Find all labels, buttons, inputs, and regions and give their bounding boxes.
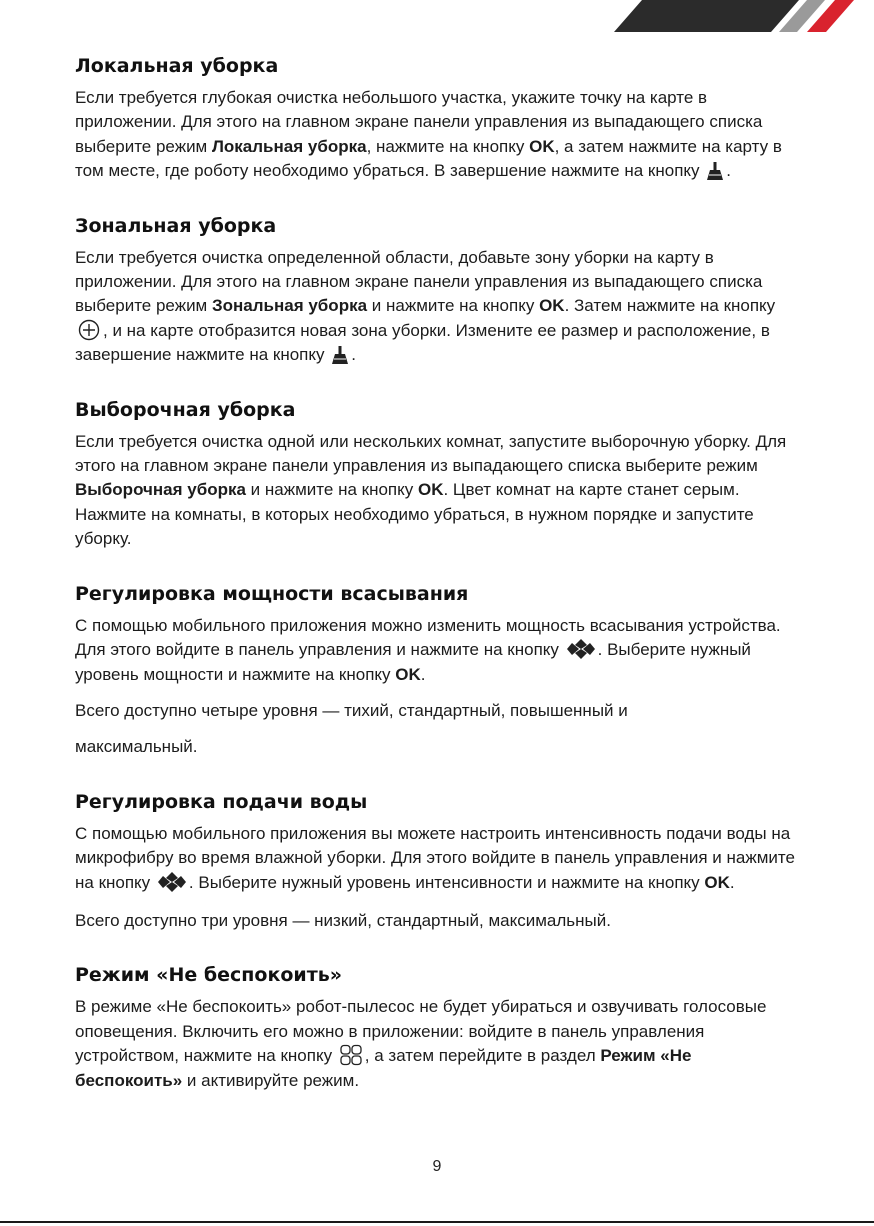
fan-icon <box>566 638 596 660</box>
grid-menu-icon <box>339 1044 363 1066</box>
page-number: 9 <box>432 1158 442 1175</box>
section-selective-cleaning <box>75 398 803 552</box>
header-stripes-decoration <box>574 0 874 32</box>
section-title: Локальная уборка <box>75 55 279 77</box>
plus-circle-icon <box>77 319 101 341</box>
bottom-divider <box>0 1221 874 1223</box>
section-text: Если требуется глубокая очистка небольшого участка, укажите точку на карте в приложении. Для этого на главном экране панели управления из выпадающего списка выберите режим Локальная уборка, нажмите на кнопку OK, а затем нажмите на карту в том месте, где роботу необходимо убраться. В завершение нажмите на кнопку . <box>75 88 782 181</box>
section-note: Всего доступно четыре уровня — тихий, стандартный, повышенный и <box>75 700 628 720</box>
section-title: Регулировка подачи воды <box>75 790 368 813</box>
page-content <box>75 54 803 1093</box>
section-text: В режиме «Не беспокоить» робот-пылесос не будет убираться и озвучивать голосовые оповещения. Включить его можно в приложении: войдите в панель управления устройством, нажмите на кнопку , а затем перейдите в раздел Режим «Не беспокоить» и активируйте режим. <box>75 997 767 1090</box>
broom-icon <box>706 161 724 181</box>
section-title: Зональная уборка <box>75 214 277 237</box>
section-note: Всего доступно три уровня — низкий, стандартный, максимальный. <box>75 910 611 930</box>
section-zone-cleaning <box>75 214 803 368</box>
section-text: Если требуется очистка одной или нескольких комнат, запустите выборочную уборку. Для этого на главном экране панели управления из выпадающего списка выберите режим Выборочная уборка и нажмите на кнопку OK. Цвет комнат на карте станет серым. Нажмите на комнаты, в которых необходимо убраться, в нужном порядке и запустите уборку. <box>75 431 787 549</box>
broom-icon <box>331 345 349 365</box>
section-text: Если требуется очистка определенной области, добавьте зону уборки на карту в приложении. Для этого на главном экране панели управления из выпадающего списка выберите режим Зональная уборка и нажмите на кнопку OK. Затем нажмите на кнопку , и на карте отобразится новая зона уборки. Измените ее размер и расположение, в завершение нажмите на кнопку . <box>75 247 776 365</box>
section-text: С помощью мобильного приложения можно изменить мощность всасывания устройства. Для этого войдите в панель управления и нажмите на кнопку . Выберите нужный уровень мощности и нажмите на кнопку OK. <box>75 615 781 684</box>
section-title: Режим «Не беспокоить» <box>75 964 343 987</box>
section-local-cleaning <box>75 54 803 184</box>
water-drops-icon <box>157 871 187 893</box>
section-title: Регулировка мощности всасывания <box>75 582 469 605</box>
section-text: С помощью мобильного приложения вы можете настроить интенсивность подачи воды на микрофибру во время влажной уборки. Для этого войдите в панель управления и нажмите на кнопку . Выберите нужный уровень интенсивности и нажмите на кнопку OK. <box>75 823 795 892</box>
section-suction-power <box>75 582 803 760</box>
section-do-not-disturb <box>75 963 803 1093</box>
section-water-flow <box>75 790 803 934</box>
section-note: максимальный. <box>75 737 198 757</box>
section-title: Выборочная уборка <box>75 398 296 421</box>
